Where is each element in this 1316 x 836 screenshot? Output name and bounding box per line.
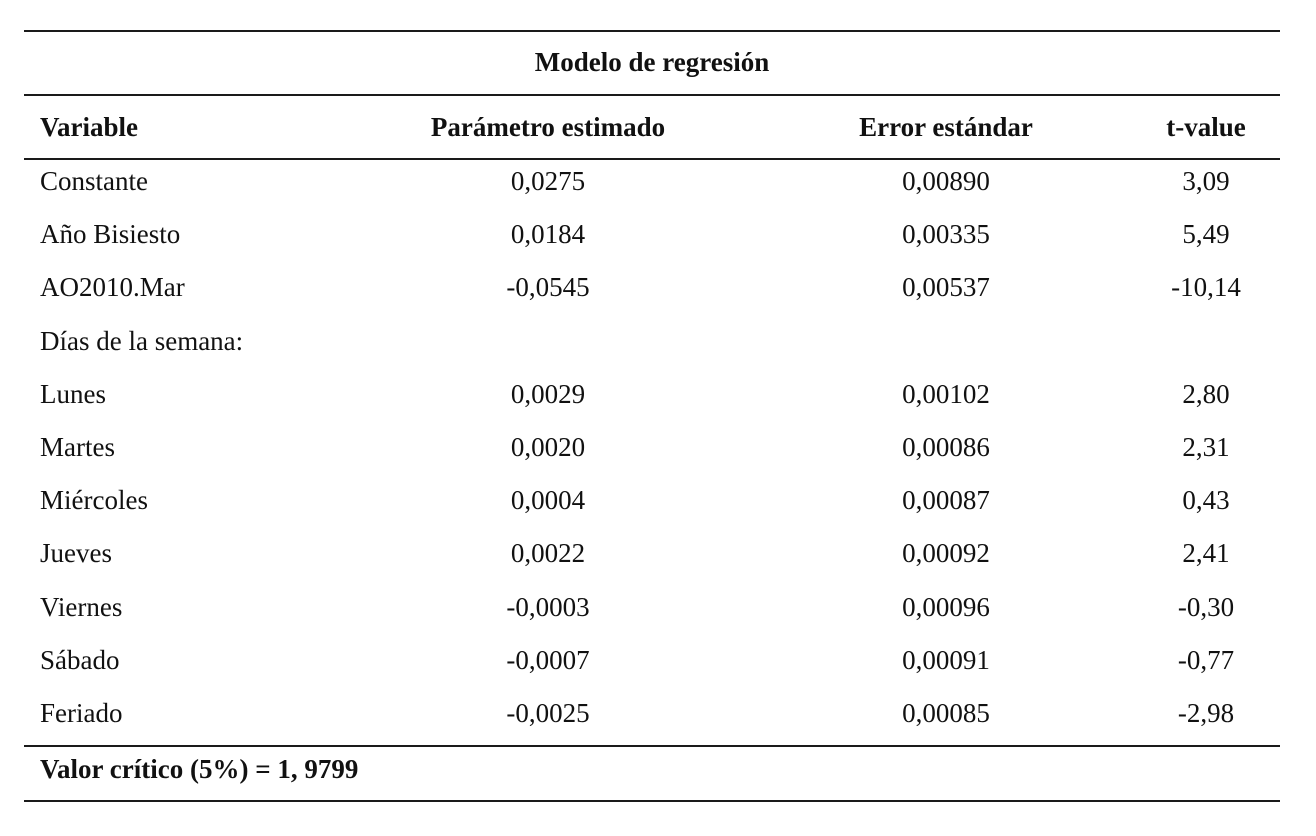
cell-variable: Año Bisiesto — [40, 219, 181, 250]
cell-param: 0,0020 — [510, 431, 586, 462]
cell-error: 0,00102 — [902, 378, 990, 409]
cell-param: -0,0545 — [506, 272, 590, 303]
table-row — [0, 155, 1316, 208]
cell-tvalue: -0,30 — [1177, 591, 1235, 622]
cell-variable: Miércoles — [40, 485, 148, 516]
cell-variable: Constante — [40, 166, 148, 196]
cell-variable: Viernes — [40, 591, 123, 622]
cell-error: 0,00092 — [902, 538, 990, 569]
cell-tvalue: 2,41 — [1182, 538, 1230, 569]
cell-variable: Lunes — [40, 378, 106, 409]
cell-tvalue: 3,09 — [1182, 166, 1230, 196]
cell-tvalue: 2,80 — [1182, 378, 1230, 409]
cell-param: 0,0004 — [510, 485, 586, 516]
table-row — [0, 315, 1316, 368]
header-variable: Variable — [40, 112, 139, 142]
cell-variable: Sábado — [40, 644, 120, 675]
cell-error: 0,00335 — [902, 219, 990, 250]
cell-error: 0,00087 — [902, 485, 990, 516]
footer-top-rule — [24, 745, 1280, 747]
cell-tvalue: -0,77 — [1177, 644, 1235, 675]
cell-param: 0,0184 — [510, 219, 586, 250]
table-row — [0, 474, 1316, 527]
cell-error: 0,00537 — [902, 272, 990, 303]
table-title: Modelo de regresión — [534, 47, 770, 77]
cell-variable: Feriado — [40, 697, 123, 728]
cell-error: 0,00096 — [902, 591, 990, 622]
cell-param: 0,0029 — [510, 378, 586, 409]
header-top-rule — [24, 94, 1280, 96]
cell-param: 0,0275 — [510, 166, 586, 196]
header-error: Error estándar — [859, 112, 1033, 142]
table-header-row — [0, 106, 1316, 148]
table-bottom-rule — [24, 800, 1280, 802]
header-tvalue: t-value — [1166, 112, 1246, 142]
cell-variable: Días de la semana: — [40, 325, 244, 356]
table-row — [0, 261, 1316, 314]
header-param: Parámetro estimado — [430, 112, 666, 142]
cell-error: 0,00086 — [902, 431, 990, 462]
cell-error: 0,00890 — [902, 166, 990, 196]
table-row — [0, 208, 1316, 261]
cell-tvalue: 5,49 — [1182, 219, 1230, 250]
cell-variable: AO2010.Mar — [40, 272, 185, 303]
cell-error: 0,00091 — [902, 644, 990, 675]
table-row — [0, 687, 1316, 740]
cell-param: -0,0007 — [506, 644, 590, 675]
table-top-rule — [24, 30, 1280, 32]
cell-tvalue: 0,43 — [1182, 485, 1230, 516]
table-row — [0, 581, 1316, 634]
cell-param: -0,0003 — [506, 591, 590, 622]
cell-error: 0,00085 — [902, 697, 990, 728]
table-row — [0, 368, 1316, 421]
cell-param: 0,0022 — [510, 538, 586, 569]
table-body — [0, 155, 1316, 740]
cell-param: -0,0025 — [506, 697, 590, 728]
cell-variable: Jueves — [40, 538, 112, 569]
critical-value-note: Valor crítico (5%) = 1, 9799 — [40, 754, 359, 784]
table-row — [0, 527, 1316, 580]
table-row — [0, 421, 1316, 474]
cell-tvalue: -10,14 — [1171, 272, 1241, 303]
cell-variable: Martes — [40, 431, 115, 462]
cell-tvalue: -2,98 — [1177, 697, 1235, 728]
cell-tvalue: 2,31 — [1182, 431, 1230, 462]
table-row — [0, 634, 1316, 687]
